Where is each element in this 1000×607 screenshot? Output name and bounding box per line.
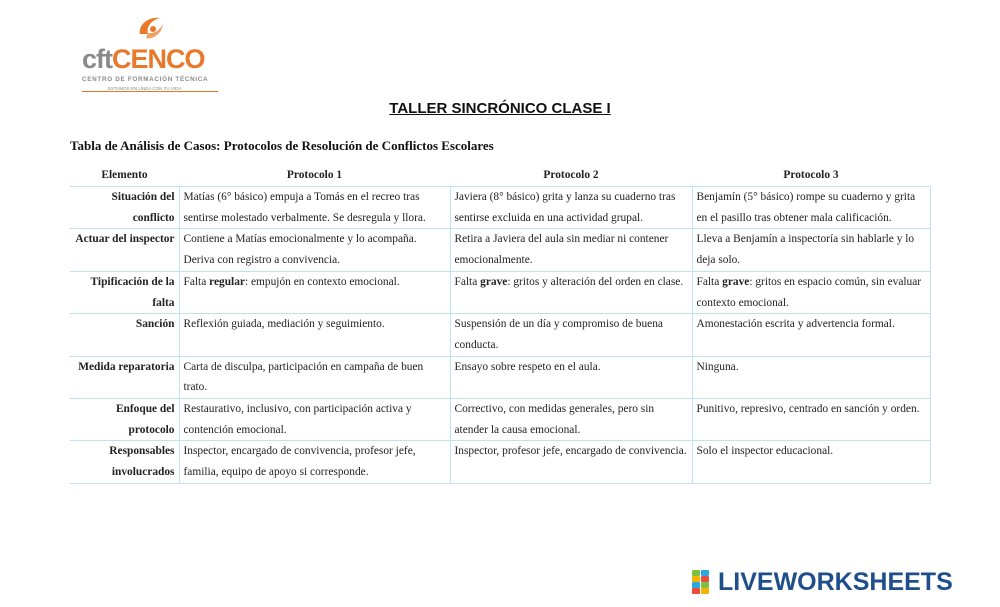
case-analysis-table bbox=[70, 164, 931, 484]
cell-protocol-2: Ensayo sobre respeto en el aula. bbox=[450, 356, 692, 398]
table-row bbox=[70, 229, 930, 271]
swirl-icon bbox=[136, 14, 166, 42]
cell-text: Falta bbox=[454, 275, 481, 288]
table-row bbox=[70, 356, 930, 398]
severity-label: regular bbox=[209, 275, 245, 288]
cell-protocol-1: Matías (6° básico) empuja a Tomás en el recreo tras sentirse molestado verbalmente. Se desregula y llora. bbox=[179, 187, 450, 229]
cell-protocol-3: Lleva a Benjamín a inspectoría sin hablarle y lo deja solo. bbox=[692, 229, 930, 271]
cft-cenco-logo bbox=[78, 14, 218, 91]
cell-protocol-2: Suspensión de un día y compromiso de buena conducta. bbox=[450, 314, 692, 356]
cell-text: Falta bbox=[183, 275, 210, 288]
logo-cft-text: cft bbox=[82, 44, 112, 74]
cell-protocol-1: Inspector, encargado de convivencia, profesor jefe, familia, equipo de apoyo si corresponde. bbox=[179, 441, 450, 483]
cell-text: : gritos y alteración del orden en clase. bbox=[507, 275, 684, 288]
cell-protocol-1: Restaurativo, inclusivo, con participación activa y contención emocional. bbox=[179, 399, 450, 441]
cell-protocol-1: Reflexión guiada, mediación y seguimiento. bbox=[179, 314, 450, 356]
page-title-text: TALLER SINCRÓNICO CLASE I bbox=[389, 100, 611, 117]
cell-protocol-3: Punitivo, represivo, centrado en sanción y orden. bbox=[692, 399, 930, 441]
liveworksheets-grid-icon bbox=[692, 570, 714, 594]
table-row bbox=[70, 441, 930, 483]
row-label: Responsables involucrados bbox=[70, 441, 179, 483]
logo-divider bbox=[82, 91, 218, 92]
page-title bbox=[0, 100, 1000, 117]
liveworksheets-logo[interactable] bbox=[692, 568, 992, 596]
severity-label: grave bbox=[480, 275, 508, 288]
table-header-row bbox=[70, 164, 930, 187]
cell-protocol-2: Correctivo, con medidas generales, pero sin atender la causa emocional. bbox=[450, 399, 692, 441]
row-label: Actuar del inspector bbox=[70, 229, 179, 271]
cell-protocol-2: Retira a Javiera del aula sin mediar ni contener emocionalmente. bbox=[450, 229, 692, 271]
cell-text: Falta bbox=[696, 275, 723, 288]
table-row bbox=[70, 271, 930, 313]
cell-protocol-2: Javiera (8° básico) grita y lanza su cuaderno tras sentirse excluida en una actividad grupal. bbox=[450, 187, 692, 229]
cell-protocol-3: Solo el inspector educacional. bbox=[692, 441, 930, 483]
row-label: Situación del conflicto bbox=[70, 187, 179, 229]
cell-protocol-1: Contiene a Matías emocionalmente y lo acompaña. Deriva con registro a convivencia. bbox=[179, 229, 450, 271]
cell-protocol-3: Amonestación escrita y advertencia formal. bbox=[692, 314, 930, 356]
logo-tagline: ESTAMOS EN LÍNEA CON TU VIDA bbox=[108, 86, 182, 91]
cell-protocol-3: Ninguna. bbox=[692, 356, 930, 398]
logo-cenco-text: CENCO bbox=[112, 44, 205, 74]
cell-protocol-3: Benjamín (5° básico) rompe su cuaderno y grita en el pasillo tras obtener mala calificación. bbox=[692, 187, 930, 229]
table-subtitle: Tabla de Análisis de Casos: Protocolos de Resolución de Conflictos Escolares bbox=[70, 138, 494, 153]
logo-subtitle: CENTRO DE FORMACIÓN TÉCNICA bbox=[82, 76, 209, 83]
table-row bbox=[70, 187, 930, 229]
row-label: Medida reparatoria bbox=[70, 356, 179, 398]
cell-protocol-1: Carta de disculpa, participación en campaña de buen trato. bbox=[179, 356, 450, 398]
severity-label: grave bbox=[722, 275, 750, 288]
cell-text: : empujón en contexto emocional. bbox=[244, 275, 400, 288]
cell-text: : gritos en espacio común, sin evaluar contexto emocional. bbox=[696, 275, 922, 309]
cell-protocol-2 bbox=[450, 271, 692, 313]
header-protocol-3: Protocolo 3 bbox=[692, 164, 930, 187]
table-row bbox=[70, 314, 930, 356]
header-protocol-1: Protocolo 1 bbox=[179, 164, 450, 187]
logo-wordmark bbox=[82, 44, 205, 74]
cell-protocol-1 bbox=[179, 271, 450, 313]
row-label: Sanción bbox=[70, 314, 179, 356]
table-row bbox=[70, 399, 930, 441]
cell-protocol-2: Inspector, profesor jefe, encargado de convivencia. bbox=[450, 441, 692, 483]
cell-protocol-3 bbox=[692, 271, 930, 313]
row-label: Enfoque del protocolo bbox=[70, 399, 179, 441]
header-protocol-2: Protocolo 2 bbox=[450, 164, 692, 187]
header-element: Elemento bbox=[70, 164, 179, 187]
row-label: Tipificación de la falta bbox=[70, 271, 179, 313]
liveworksheets-wordmark: LIVEWORKSHEETS bbox=[718, 568, 953, 596]
